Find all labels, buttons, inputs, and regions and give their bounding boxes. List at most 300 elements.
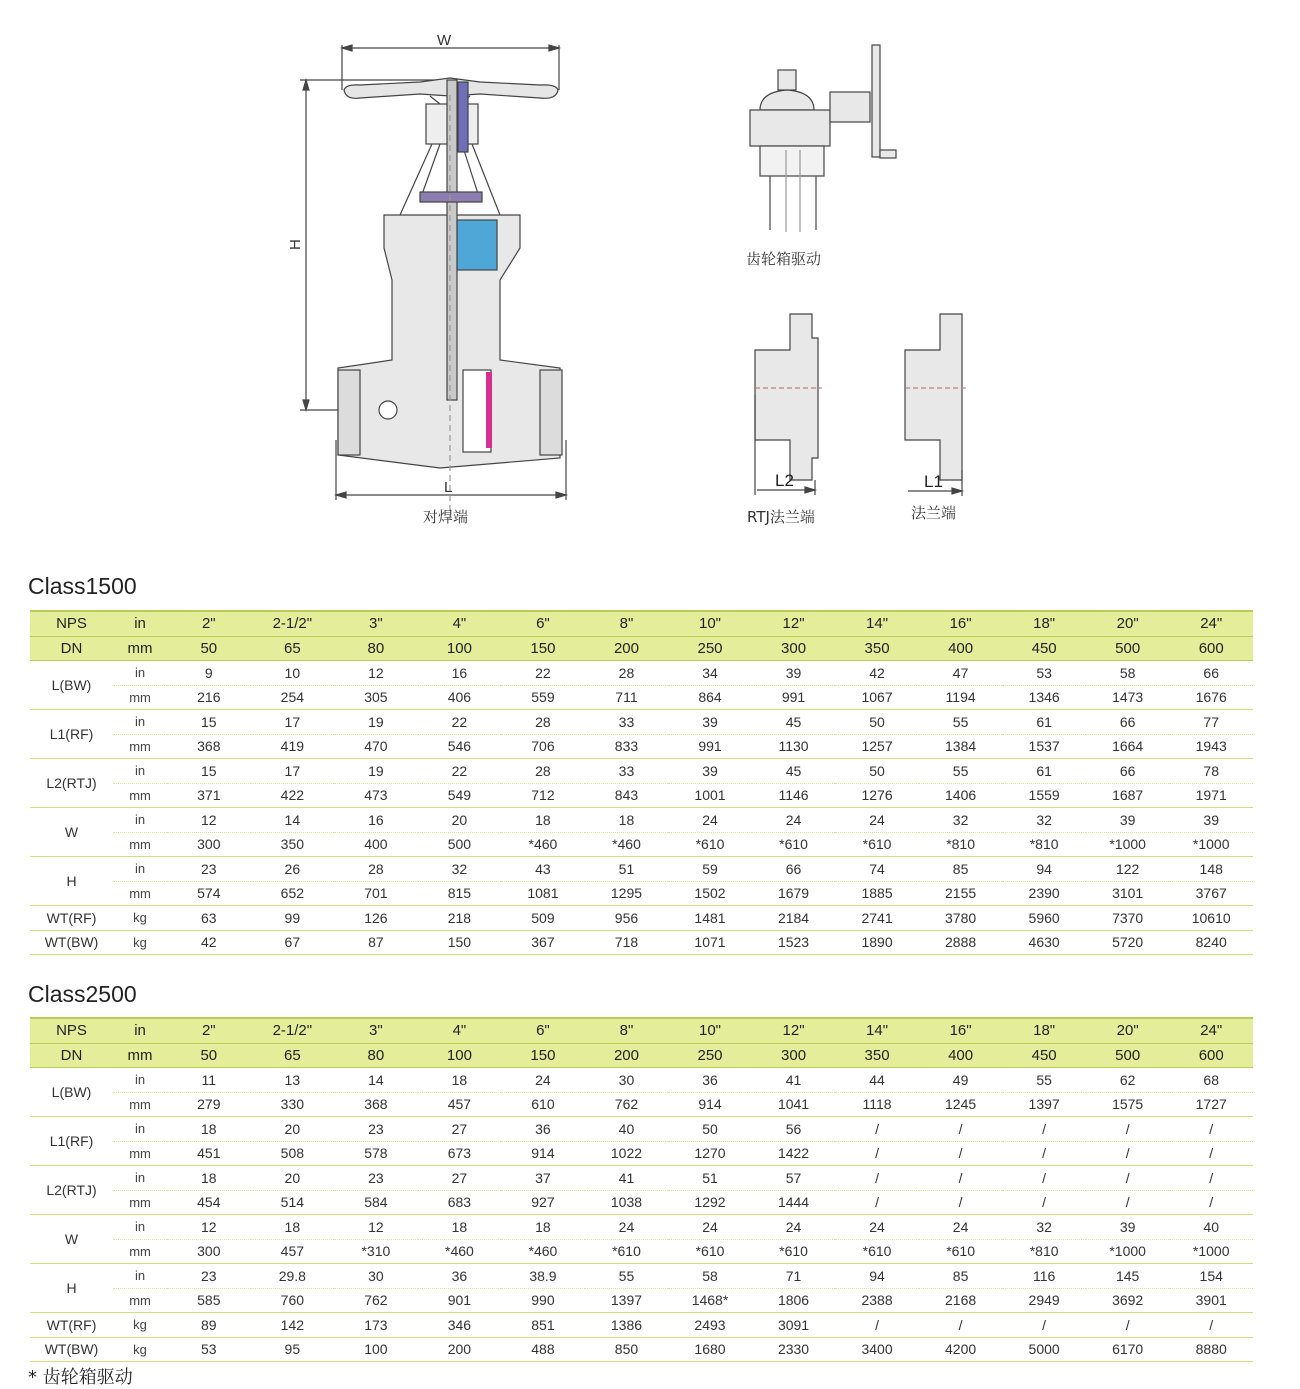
table-cell: 305 (334, 685, 418, 710)
table-cell: 28 (501, 759, 585, 784)
table-cell: / (835, 1190, 919, 1215)
table-cell: 683 (418, 1190, 502, 1215)
param-label: WT(RF) (30, 1313, 113, 1338)
table-cell: 12 (167, 1215, 251, 1240)
table-cell: 488 (501, 1337, 585, 1362)
table-cell: 914 (501, 1141, 585, 1166)
unit-cell: in (113, 808, 167, 833)
table-row (30, 783, 1253, 808)
table-row (30, 857, 1253, 882)
table-cell: *310 (334, 1239, 418, 1264)
table-cell: 2155 (919, 881, 1003, 906)
table-cell: 1523 (752, 930, 836, 955)
table-cell: 4630 (1002, 930, 1086, 955)
table-cell: 1481 (668, 906, 752, 931)
header-cell: 8" (585, 611, 669, 636)
table-cell: 39 (1086, 1215, 1170, 1240)
table-cell: 66 (1086, 710, 1170, 735)
gate-valve-drawing (300, 45, 566, 520)
table-cell: 32 (1002, 1215, 1086, 1240)
table-cell: *810 (919, 832, 1003, 857)
table-title-class2500: Class2500 (28, 981, 137, 1007)
table-cell: 34 (668, 661, 752, 686)
table-cell: 27 (418, 1117, 502, 1142)
table-cell: 330 (251, 1092, 335, 1117)
table-cell: 19 (334, 710, 418, 735)
table-cell: *1000 (1086, 1239, 1170, 1264)
table-cell: 63 (167, 906, 251, 931)
table-cell: 457 (251, 1239, 335, 1264)
table-cell: 1118 (835, 1092, 919, 1117)
dim-label-h: H (287, 239, 304, 250)
table-cell: 2949 (1002, 1288, 1086, 1313)
unit-cell: mm (113, 832, 167, 857)
table-row (30, 1117, 1253, 1142)
header-cell: 600 (1169, 636, 1253, 661)
table-cell: 55 (1002, 1068, 1086, 1093)
table-cell: 1680 (668, 1337, 752, 1362)
table-cell: 12 (334, 1215, 418, 1240)
flange-drawing (905, 314, 968, 496)
header-cell: 80 (334, 636, 418, 661)
unit-cell: mm (113, 783, 167, 808)
table-cell: 36 (668, 1068, 752, 1093)
table-cell: 24 (835, 1215, 919, 1240)
header-cell: 14" (835, 1018, 919, 1043)
table-cell: 701 (334, 881, 418, 906)
table-cell: 22 (501, 661, 585, 686)
header-cell: 400 (919, 1043, 1003, 1068)
table-cell: 78 (1169, 759, 1253, 784)
table-cell: 47 (919, 661, 1003, 686)
table-cell: 51 (585, 857, 669, 882)
table-cell: 28 (334, 857, 418, 882)
table-row (30, 1239, 1253, 1264)
header-cell: 3" (334, 611, 418, 636)
table-cell: 33 (585, 759, 669, 784)
header-cell: 20" (1086, 611, 1170, 636)
table-cell: *610 (668, 1239, 752, 1264)
header-unit: mm (113, 1043, 167, 1068)
table-cell: / (1086, 1190, 1170, 1215)
table-cell: 39 (1169, 808, 1253, 833)
table-cell: 3780 (919, 906, 1003, 931)
table-cell: 760 (251, 1288, 335, 1313)
table-cell: 45 (752, 710, 836, 735)
table-cell: 2741 (835, 906, 919, 931)
unit-cell: kg (113, 906, 167, 931)
table-cell: 1276 (835, 783, 919, 808)
table-cell: 24 (752, 808, 836, 833)
caption-butt-weld-end: 对焊端 (423, 508, 469, 526)
table-cell: 3901 (1169, 1288, 1253, 1313)
param-label: L(BW) (30, 661, 113, 710)
table-cell: 27 (418, 1166, 502, 1191)
header-cell: 24" (1169, 1018, 1253, 1043)
table-cell: 116 (1002, 1264, 1086, 1289)
table-cell: 55 (919, 710, 1003, 735)
table-cell: 610 (501, 1092, 585, 1117)
table-cell: / (919, 1141, 1003, 1166)
table-cell: 20 (251, 1166, 335, 1191)
table-cell: 10 (251, 661, 335, 686)
table-cell: / (1002, 1141, 1086, 1166)
table-cell: 5720 (1086, 930, 1170, 955)
table-cell: 279 (167, 1092, 251, 1117)
header-cell: 65 (251, 1043, 335, 1068)
table-cell: 173 (334, 1313, 418, 1338)
table-cell: 1890 (835, 930, 919, 955)
unit-cell: in (113, 1166, 167, 1191)
table-cell: 1502 (668, 881, 752, 906)
header-cell: 18" (1002, 1018, 1086, 1043)
table-cell: / (919, 1117, 1003, 1142)
table-cell: 18 (501, 808, 585, 833)
table-cell: 49 (919, 1068, 1003, 1093)
table-cell: 43 (501, 857, 585, 882)
table-cell: 843 (585, 783, 669, 808)
table-row (30, 685, 1253, 710)
table-cell: 6170 (1086, 1337, 1170, 1362)
table-cell: 584 (334, 1190, 418, 1215)
table-cell: 14 (251, 808, 335, 833)
table-cell: 559 (501, 685, 585, 710)
header-row-nps (30, 611, 1253, 636)
table-cell: 346 (418, 1313, 502, 1338)
table-cell: 2168 (919, 1288, 1003, 1313)
table-cell: 22 (418, 759, 502, 784)
technical-drawings (0, 0, 1300, 560)
header-cell: 250 (668, 1043, 752, 1068)
table-cell: 3692 (1086, 1288, 1170, 1313)
table-cell: 509 (501, 906, 585, 931)
table-cell: 2888 (919, 930, 1003, 955)
table-cell: 1038 (585, 1190, 669, 1215)
table-cell: 1676 (1169, 685, 1253, 710)
table-cell: 470 (334, 734, 418, 759)
header-cell: 300 (752, 636, 836, 661)
table-cell: 400 (334, 832, 418, 857)
table-cell: 1384 (919, 734, 1003, 759)
table-cell: / (1169, 1141, 1253, 1166)
table-cell: *460 (501, 1239, 585, 1264)
table-cell: / (835, 1117, 919, 1142)
table-cell: 20 (418, 808, 502, 833)
table-cell: 13 (251, 1068, 335, 1093)
table-cell: 1071 (668, 930, 752, 955)
table-row (30, 906, 1253, 931)
table-cell: 1971 (1169, 783, 1253, 808)
table-cell: *810 (1002, 832, 1086, 857)
dim-label-l1: L1 (924, 472, 943, 491)
table-cell: 16 (418, 661, 502, 686)
table-cell: 68 (1169, 1068, 1253, 1093)
table-cell: 148 (1169, 857, 1253, 882)
table-row (30, 1166, 1253, 1191)
table-cell: 990 (501, 1288, 585, 1313)
table-cell: 122 (1086, 857, 1170, 882)
header-row-dn (30, 636, 1253, 661)
table-cell: 85 (919, 1264, 1003, 1289)
table-cell: 36 (418, 1264, 502, 1289)
table-cell: 1559 (1002, 783, 1086, 808)
table-cell: 218 (418, 906, 502, 931)
table-cell: 32 (418, 857, 502, 882)
table-cell: 56 (752, 1117, 836, 1142)
table-cell: 53 (167, 1337, 251, 1362)
table-cell: 41 (752, 1068, 836, 1093)
table-cell: / (1169, 1190, 1253, 1215)
header-cell: 350 (835, 636, 919, 661)
table-cell: / (835, 1166, 919, 1191)
table-cell: 864 (668, 685, 752, 710)
table-cell: 350 (251, 832, 335, 857)
table-row (30, 832, 1253, 857)
table-cell: 850 (585, 1337, 669, 1362)
table-cell: 33 (585, 710, 669, 735)
header-label: DN (30, 1043, 113, 1068)
table-cell: 991 (668, 734, 752, 759)
header-cell: 450 (1002, 636, 1086, 661)
table-cell: 956 (585, 906, 669, 931)
table-cell: 1468* (668, 1288, 752, 1313)
table-cell: 673 (418, 1141, 502, 1166)
table-cell: 45 (752, 759, 836, 784)
table-cell: 55 (585, 1264, 669, 1289)
table-cell: 15 (167, 759, 251, 784)
table-cell: 57 (752, 1166, 836, 1191)
table-cell: 1727 (1169, 1092, 1253, 1117)
header-cell: 24" (1169, 611, 1253, 636)
table-cell: 901 (418, 1288, 502, 1313)
unit-cell: in (113, 759, 167, 784)
table-cell: 762 (334, 1288, 418, 1313)
table-cell: / (835, 1141, 919, 1166)
header-cell: 14" (835, 611, 919, 636)
header-cell: 12" (752, 1018, 836, 1043)
table-cell: 451 (167, 1141, 251, 1166)
table-cell: 32 (1002, 808, 1086, 833)
table-cell: 10610 (1169, 906, 1253, 931)
header-cell: 2" (167, 611, 251, 636)
table-cell: / (1002, 1190, 1086, 1215)
table-cell: 2330 (752, 1337, 836, 1362)
table-cell: 1664 (1086, 734, 1170, 759)
table-cell: 1194 (919, 685, 1003, 710)
unit-cell: kg (113, 1337, 167, 1362)
table-cell: 24 (585, 1215, 669, 1240)
table-cell: 514 (251, 1190, 335, 1215)
param-label: L(BW) (30, 1068, 113, 1117)
unit-cell: mm (113, 1092, 167, 1117)
table-row (30, 930, 1253, 955)
table-cell: 7370 (1086, 906, 1170, 931)
table-cell: 1537 (1002, 734, 1086, 759)
header-cell: 6" (501, 611, 585, 636)
footnote: * 齿轮箱驱动 (28, 1367, 133, 1388)
table-cell: 8240 (1169, 930, 1253, 955)
table-row (30, 1264, 1253, 1289)
table-cell: 991 (752, 685, 836, 710)
table-cell: 61 (1002, 759, 1086, 784)
table-cell: 59 (668, 857, 752, 882)
table-cell: *610 (835, 832, 919, 857)
unit-cell: in (113, 1068, 167, 1093)
unit-cell: mm (113, 734, 167, 759)
header-cell: 6" (501, 1018, 585, 1043)
table-cell: 24 (919, 1215, 1003, 1240)
table-cell: 1473 (1086, 685, 1170, 710)
header-cell: 18" (1002, 611, 1086, 636)
table-cell: 1687 (1086, 783, 1170, 808)
header-cell: 20" (1086, 1018, 1170, 1043)
header-row-dn (30, 1043, 1253, 1068)
table-cell: 58 (1086, 661, 1170, 686)
table-cell: 74 (835, 857, 919, 882)
table-cell: 254 (251, 685, 335, 710)
table-row (30, 808, 1253, 833)
header-row-nps (30, 1018, 1253, 1043)
param-label: W (30, 808, 113, 857)
table-cell: 1575 (1086, 1092, 1170, 1117)
table-cell: 38.9 (501, 1264, 585, 1289)
table-cell: 4200 (919, 1337, 1003, 1362)
table-cell: 5960 (1002, 906, 1086, 931)
table-cell: 58 (668, 1264, 752, 1289)
table-cell: / (1086, 1117, 1170, 1142)
header-cell: 16" (919, 1018, 1003, 1043)
table-cell: 762 (585, 1092, 669, 1117)
header-cell: 2" (167, 1018, 251, 1043)
unit-cell: mm (113, 1141, 167, 1166)
table-cell: 12 (334, 661, 418, 686)
table-cell: 371 (167, 783, 251, 808)
table-cell: / (919, 1190, 1003, 1215)
unit-cell: mm (113, 685, 167, 710)
table-cell: / (1086, 1141, 1170, 1166)
param-label: L1(RF) (30, 1117, 113, 1166)
table-row (30, 759, 1253, 784)
table-cell: 5000 (1002, 1337, 1086, 1362)
table-cell: 1386 (585, 1313, 669, 1338)
table-cell: 18 (585, 808, 669, 833)
header-cell: 10" (668, 1018, 752, 1043)
table-cell: 150 (418, 930, 502, 955)
table-cell: 457 (418, 1092, 502, 1117)
table-cell: 39 (668, 759, 752, 784)
table-row (30, 1190, 1253, 1215)
header-cell: 4" (418, 611, 502, 636)
table-cell: 3101 (1086, 881, 1170, 906)
table-cell: 549 (418, 783, 502, 808)
header-cell: 150 (501, 636, 585, 661)
table-cell: 11 (167, 1068, 251, 1093)
table-cell: / (1086, 1166, 1170, 1191)
table-cell: *810 (1002, 1239, 1086, 1264)
unit-cell: kg (113, 930, 167, 955)
header-cell: 10" (668, 611, 752, 636)
table-cell: 2388 (835, 1288, 919, 1313)
header-cell: 50 (167, 636, 251, 661)
table-cell: 815 (418, 881, 502, 906)
table-row (30, 1092, 1253, 1117)
table-row (30, 881, 1253, 906)
rtj-flange-drawing (755, 314, 822, 495)
table-cell: 1346 (1002, 685, 1086, 710)
table-cell: 1130 (752, 734, 836, 759)
table-cell: 1806 (752, 1288, 836, 1313)
table-cell: *610 (752, 1239, 836, 1264)
table-cell: 55 (919, 759, 1003, 784)
header-cell: 250 (668, 636, 752, 661)
table-cell: 32 (919, 808, 1003, 833)
table-row (30, 661, 1253, 686)
table-cell: 546 (418, 734, 502, 759)
table-cell: 927 (501, 1190, 585, 1215)
table-cell: 16 (334, 808, 418, 833)
header-cell: 150 (501, 1043, 585, 1068)
table-cell: 29.8 (251, 1264, 335, 1289)
table-cell: *610 (668, 832, 752, 857)
table-cell: 1270 (668, 1141, 752, 1166)
table-cell: 85 (919, 857, 1003, 882)
table-cell: *610 (835, 1239, 919, 1264)
table-row (30, 734, 1253, 759)
param-label: WT(BW) (30, 930, 113, 955)
header-cell: 200 (585, 636, 669, 661)
header-cell: 400 (919, 636, 1003, 661)
table-cell: 711 (585, 685, 669, 710)
table-cell: 1081 (501, 881, 585, 906)
table-cell: *610 (919, 1239, 1003, 1264)
table-cell: / (835, 1313, 919, 1338)
table-cell: 2493 (668, 1313, 752, 1338)
table-cell: 1067 (835, 685, 919, 710)
unit-cell: in (113, 661, 167, 686)
header-cell: 8" (585, 1018, 669, 1043)
header-label: NPS (30, 611, 113, 636)
table-cell: / (1002, 1117, 1086, 1142)
table-cell: 28 (501, 710, 585, 735)
table-cell: 454 (167, 1190, 251, 1215)
table-cell: 53 (1002, 661, 1086, 686)
table-cell: 419 (251, 734, 335, 759)
table-cell: 44 (835, 1068, 919, 1093)
table-cell: 24 (835, 808, 919, 833)
table-cell: 95 (251, 1337, 335, 1362)
header-cell: 50 (167, 1043, 251, 1068)
table-cell: 367 (501, 930, 585, 955)
table-cell: 1406 (919, 783, 1003, 808)
table-cell: 1885 (835, 881, 919, 906)
table-cell: 62 (1086, 1068, 1170, 1093)
table-cell: 3091 (752, 1313, 836, 1338)
table-cell: 30 (585, 1068, 669, 1093)
table-row (30, 1313, 1253, 1338)
header-cell: 16" (919, 611, 1003, 636)
table-cell: 66 (752, 857, 836, 882)
table-cell: 71 (752, 1264, 836, 1289)
table-cell: 706 (501, 734, 585, 759)
table-cell: 1022 (585, 1141, 669, 1166)
table-cell: 24 (501, 1068, 585, 1093)
gearbox-drawing (750, 45, 896, 232)
table-row (30, 1288, 1253, 1313)
table-cell: 40 (585, 1117, 669, 1142)
table-cell: 406 (418, 685, 502, 710)
table-cell: 42 (167, 930, 251, 955)
header-cell: 350 (835, 1043, 919, 1068)
